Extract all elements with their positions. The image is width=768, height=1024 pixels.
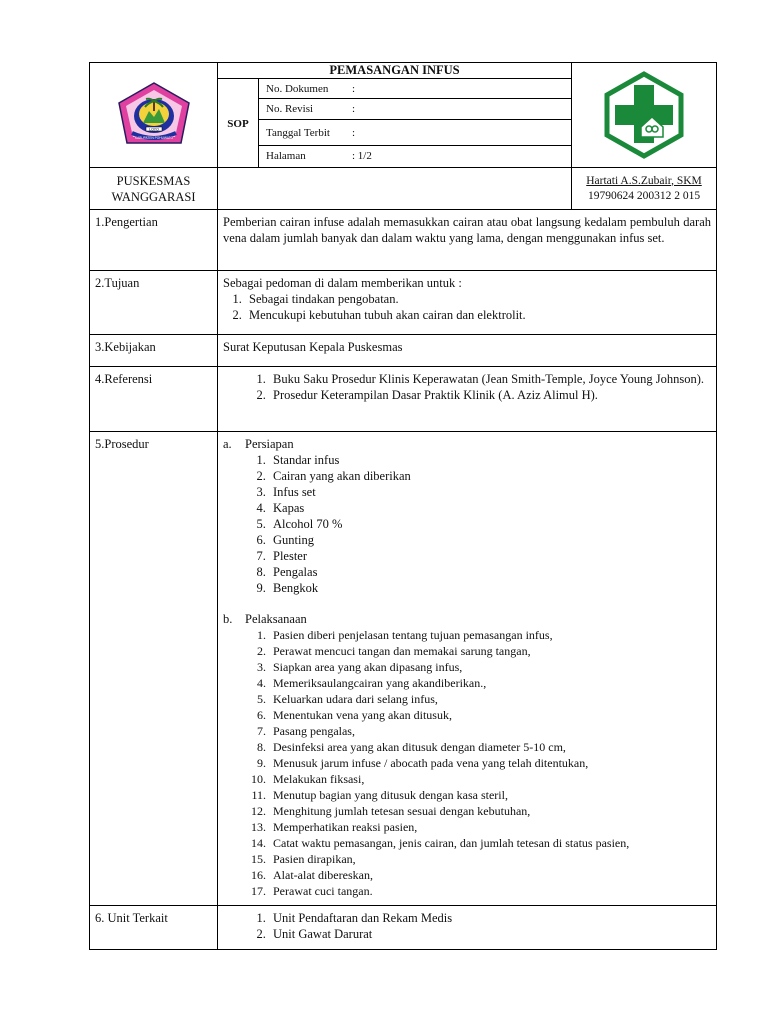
field-value: : — [352, 126, 356, 139]
sop-document — [89, 62, 716, 948]
list-item: 1. Sebagai tindakan pengobatan. — [245, 291, 711, 307]
list-item: 17. Perawat cuci tangan. — [269, 883, 711, 899]
list-item: 12. Menghitung jumlah tetesan sesuai dengan kebutuhan, — [269, 803, 711, 819]
regency-emblem-icon — [115, 81, 193, 149]
content-table — [89, 210, 717, 950]
list-item: 1. Pasien diberi penjelasan tentang tujuan pemasangan infus, — [269, 627, 711, 643]
org-name-line2: WANGGARASI — [111, 189, 196, 204]
tujuan-list — [223, 291, 711, 323]
section-label-pengertian: 1.Pengertian — [90, 210, 218, 270]
field-value: : — [352, 82, 356, 95]
puskesmas-cross-icon — [600, 71, 688, 159]
prosedur-cell — [218, 431, 717, 905]
list-item: 2. Mencukupi kebutuhan tubuh akan cairan dan elektrolit. — [245, 307, 711, 323]
sop-label: SOP — [227, 117, 249, 130]
field-label: No. Dokumen — [266, 82, 329, 95]
list-item: 4. Memeriksaulangcairan yang akandiberikan., — [269, 675, 711, 691]
doc-title: PEMASANGAN INFUS — [329, 63, 460, 77]
tujuan-cell — [218, 270, 717, 334]
list-item: 6. Menentukan vena yang akan ditusuk, — [269, 707, 711, 723]
kebijakan-text: Surat Keputusan Kepala Puskesmas — [218, 334, 717, 366]
list-item: 14. Catat waktu pemasangan, jenis cairan, dan jumlah tetesan di status pasien, — [269, 835, 711, 851]
emblem-banner-text: LOYO — [148, 127, 159, 132]
empty-cell — [218, 168, 572, 210]
section-label-kebijakan: 3.Kebijakan — [90, 334, 218, 366]
list-item: 2. Unit Gawat Darurat — [269, 926, 711, 942]
list-item: 5. Keluarkan udara dari selang infus, — [269, 691, 711, 707]
referensi-cell — [218, 366, 717, 431]
doc-title-cell — [218, 63, 572, 79]
org-name-cell — [90, 168, 218, 210]
persiapan-heading — [223, 436, 711, 452]
list-item: 2. Prosedur Keterampilan Dasar Praktik Klinik (A. Aziz Alimul H). — [269, 387, 711, 403]
list-item: 11. Menutup bagian yang ditusuk dengan kasa steril, — [269, 787, 711, 803]
section-label-prosedur: 5.Prosedur — [90, 431, 218, 905]
list-item: 7. Plester — [269, 548, 711, 564]
list-item: 9. Menusuk jarum infuse / abocath pada vena yang telah ditentukan, — [269, 755, 711, 771]
referensi-list — [223, 371, 711, 403]
list-item: 8. Desinfeksi area yang akan ditusuk dengan diameter 5-10 cm, — [269, 739, 711, 755]
org-name-line1: PUSKESMAS — [116, 173, 191, 188]
list-item: 2. Cairan yang akan diberikan — [269, 468, 711, 484]
section-label-tujuan: 2.Tujuan — [90, 270, 218, 334]
list-item: 2. Perawat mencuci tangan dan memakai sarung tangan, — [269, 643, 711, 659]
list-item: 15. Pasien dirapikan, — [269, 851, 711, 867]
doc-info-cell — [259, 79, 572, 168]
emblem-ribbon-text: KABUPATEN POHUWATO — [134, 136, 173, 140]
sop-label-cell — [218, 79, 259, 168]
pelaksanaan-marker: b. — [223, 611, 233, 626]
field-value: : 1/2 — [352, 150, 372, 163]
logo-left-cell — [90, 63, 218, 168]
field-label: Tanggal Terbit — [266, 126, 330, 139]
list-item: 8. Pengalas — [269, 564, 711, 580]
persiapan-marker: a. — [223, 436, 232, 451]
unit-list — [223, 910, 711, 942]
unit-cell — [218, 905, 717, 949]
pelaksanaan-heading — [223, 611, 711, 627]
persiapan-list — [223, 452, 711, 596]
list-item: 5. Alcohol 70 % — [269, 516, 711, 532]
list-item: 3. Infus set — [269, 484, 711, 500]
list-item: 1. Unit Pendaftaran dan Rekam Medis — [269, 910, 711, 926]
section-label-unit: 6. Unit Terkait — [90, 905, 218, 949]
section-label-referensi: 4.Referensi — [90, 366, 218, 431]
list-item: 3. Siapkan area yang akan dipasang infus, — [269, 659, 711, 675]
field-label: Halaman — [266, 150, 306, 163]
pelaksanaan-list — [223, 627, 711, 899]
signer-nip: 19790624 200312 2 015 — [587, 189, 701, 202]
signer-cell — [572, 168, 717, 210]
pengertian-text: Pemberian cairan infuse adalah memasukkan cairan atau obat langsung kedalam pembuluh darah vena dalam jumlah banyak dan dalam waktu yang lama, dengan menggunakan infus set. — [218, 210, 717, 270]
logo-right-cell — [572, 63, 717, 168]
list-item: 7. Pasang pengalas, — [269, 723, 711, 739]
list-item: 6. Gunting — [269, 532, 711, 548]
pelaksanaan-title: Pelaksanaan — [245, 611, 307, 626]
persiapan-title: Persiapan — [245, 436, 294, 451]
list-item: 1. Standar infus — [269, 452, 711, 468]
list-item: 1. Buku Saku Prosedur Klinis Keperawatan (Jean Smith-Temple, Joyce Young Johnson). — [269, 371, 711, 387]
doc-info-table — [259, 79, 571, 167]
tujuan-intro: Sebagai pedoman di dalam memberikan untuk : — [223, 275, 462, 290]
field-value: : — [352, 103, 356, 115]
list-item: 13. Memperhatikan reaksi pasien, — [269, 819, 711, 835]
list-item: 9. Bengkok — [269, 580, 711, 596]
list-item: 4. Kapas — [269, 500, 711, 516]
list-item: 16. Alat-alat dibereskan, — [269, 867, 711, 883]
signer-name: Hartati A.S.Zubair, SKM — [586, 174, 702, 187]
list-item: 10. Melakukan fiksasi, — [269, 771, 711, 787]
header-table — [89, 62, 717, 210]
field-label: No. Revisi — [266, 103, 314, 115]
